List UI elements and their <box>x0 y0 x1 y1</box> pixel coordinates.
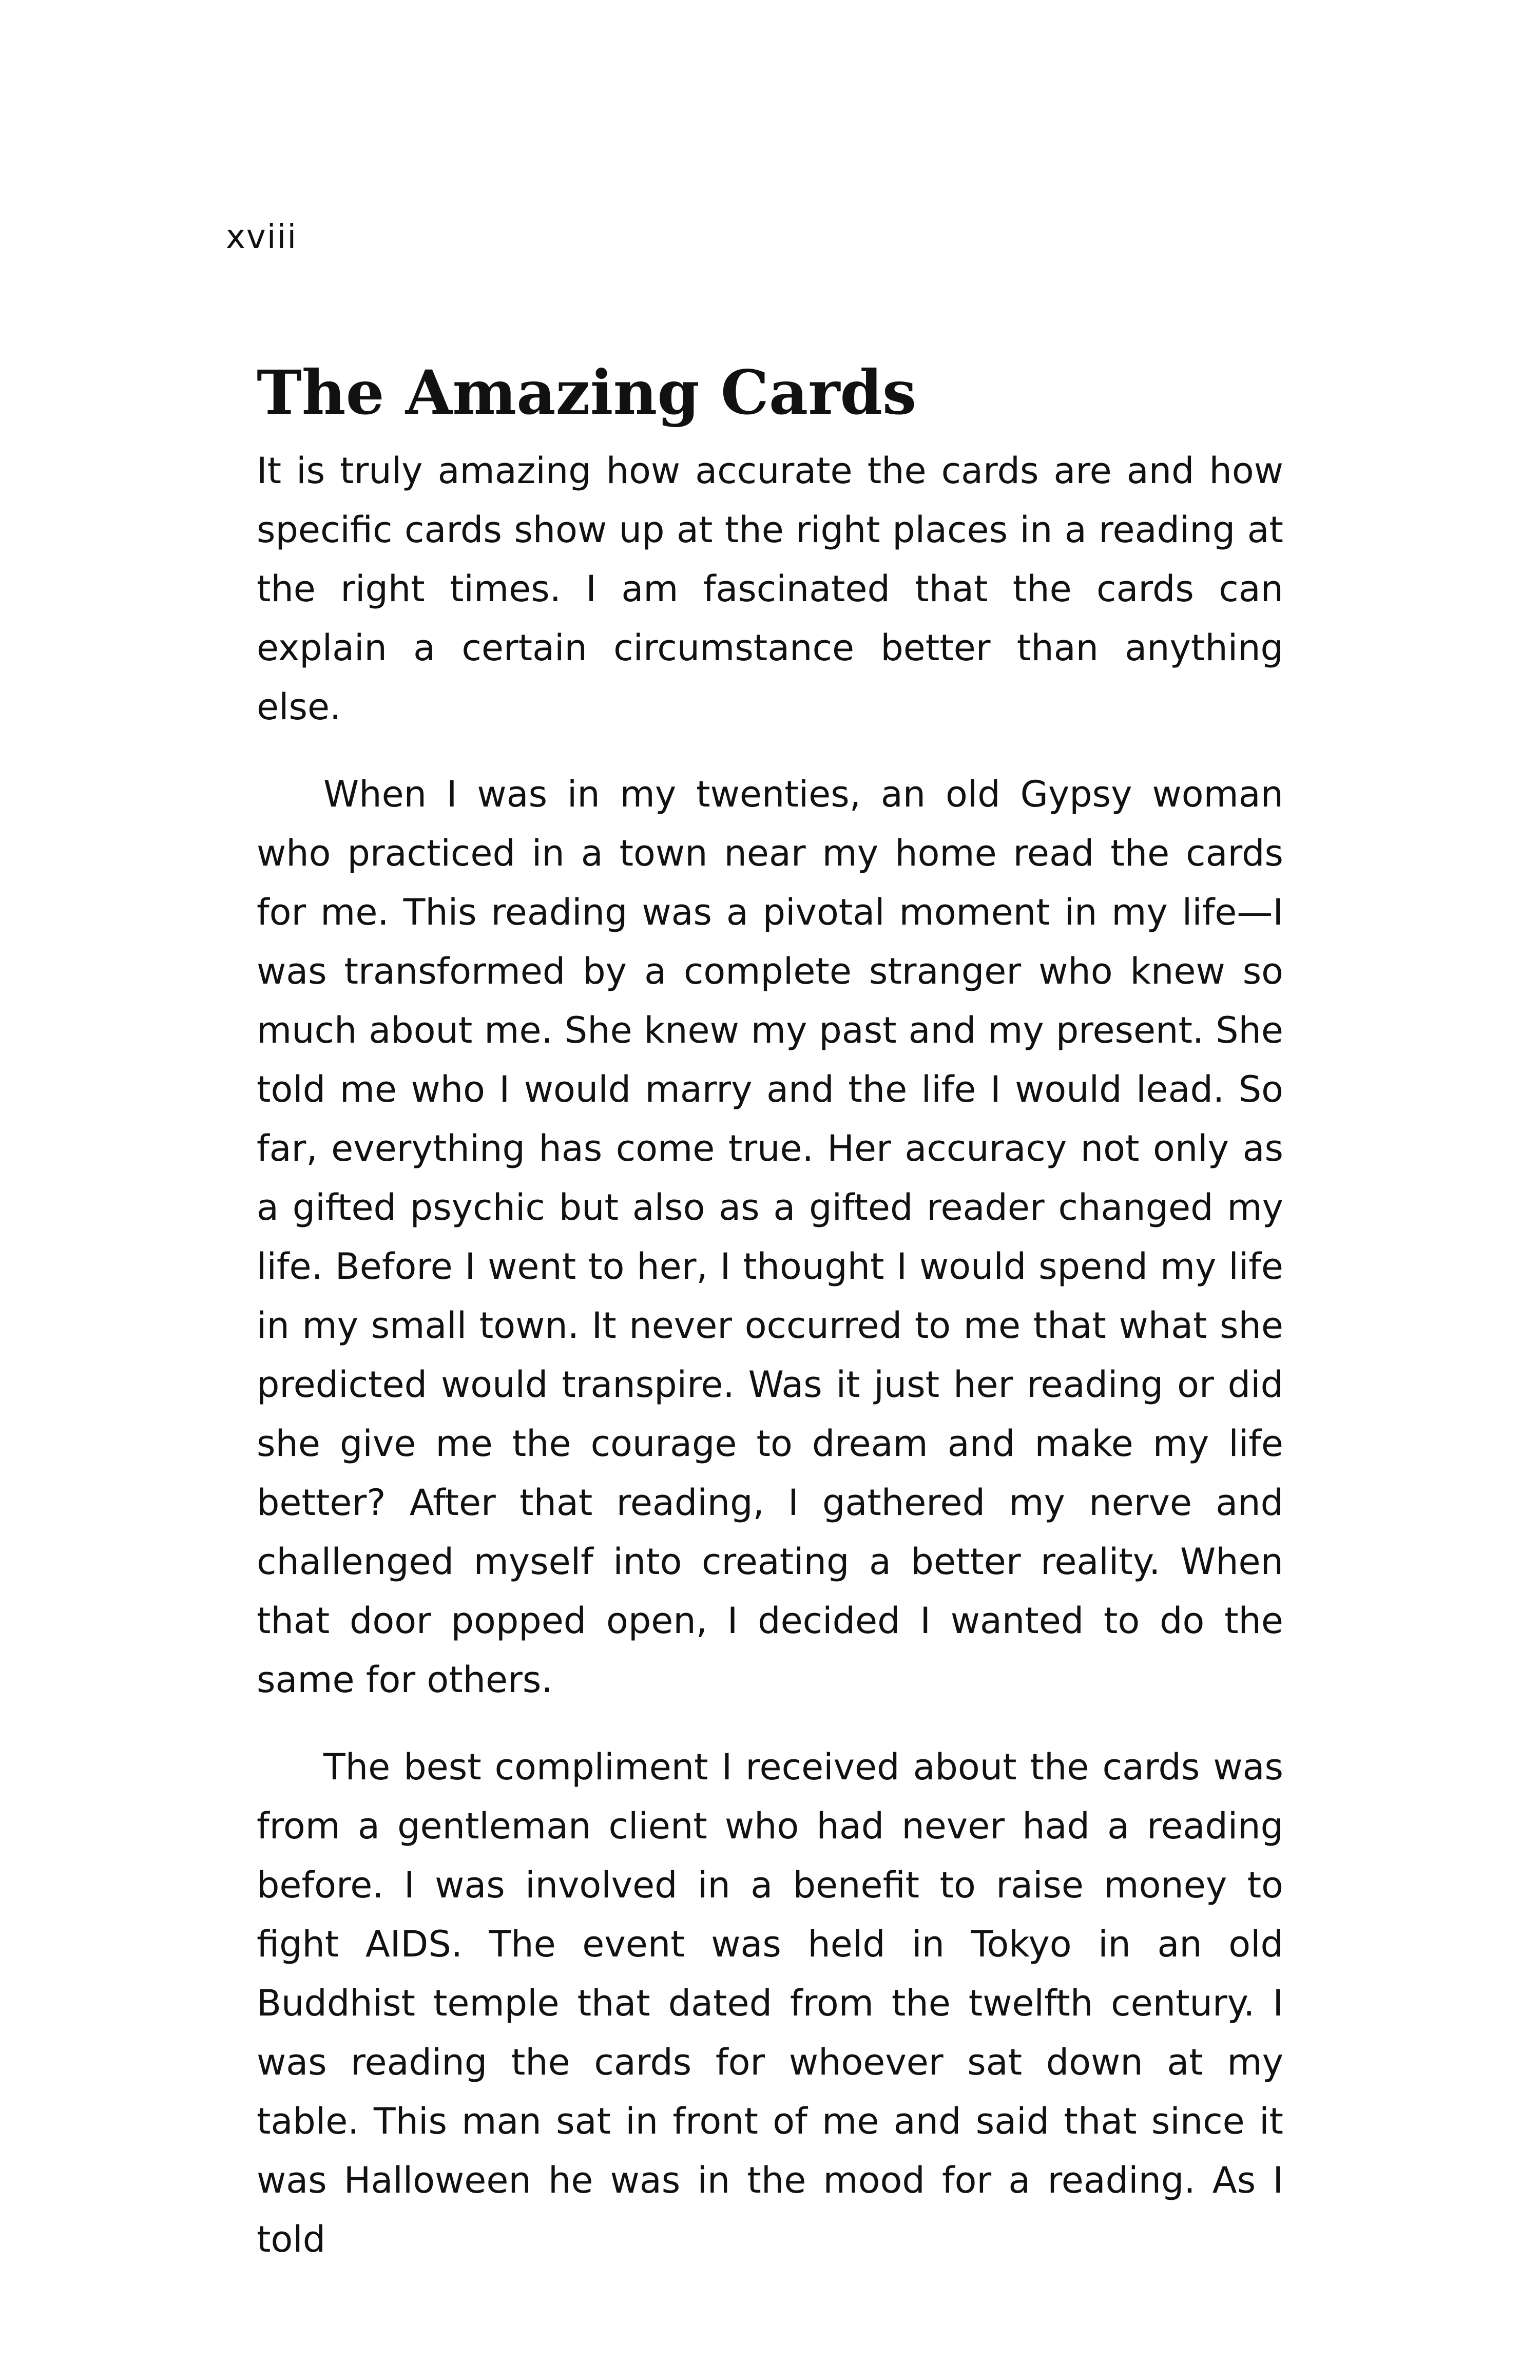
paragraph-intro: It is truly amazing how accurate the cards are and how specific cards show up at the right places in a reading at the right times. I am fascinated that the cards can explain a certain circumstance better than anything else. <box>257 450 1283 728</box>
page-number: xviii <box>226 218 298 256</box>
body-text <box>257 442 1283 2269</box>
section-heading: The Amazing Cards <box>257 357 917 428</box>
paragraph-gypsy-reading: When I was in my twenties, an old Gypsy woman who practiced in a town near my home read the cards for me. This reading was a pivotal moment in my life—I was transformed by a complete stranger who knew so much about me. She knew my past and my present. She told me who I would marry and the life I would lead. So far, everything has come true. Her accuracy not only as a gifted psychic but also as a gifted reader changed my life. Before I went to her, I thought I would spend my life in my small town. It never occurred to me that what she predicted would transpire. Was it just her reading or did she give me the courage to dream and make my life better? After that reading, I gathered my nerve and challenged myself into creating a better reality. When that door popped open, I decided I wanted to do the same for others. <box>257 773 1283 1701</box>
paragraph-best-compliment: The best compliment I received about the cards was from a gentleman client who had never had a reading before. I was involved in a benefit to raise money to fight AIDS. The event was held in Tokyo in an old Buddhist temple that dated from the twelfth century. I was reading the cards for whoever sat down at my table. This man sat in front of me and said that since it was Halloween he was in the mood for a reading. As I told <box>257 1746 1283 2260</box>
